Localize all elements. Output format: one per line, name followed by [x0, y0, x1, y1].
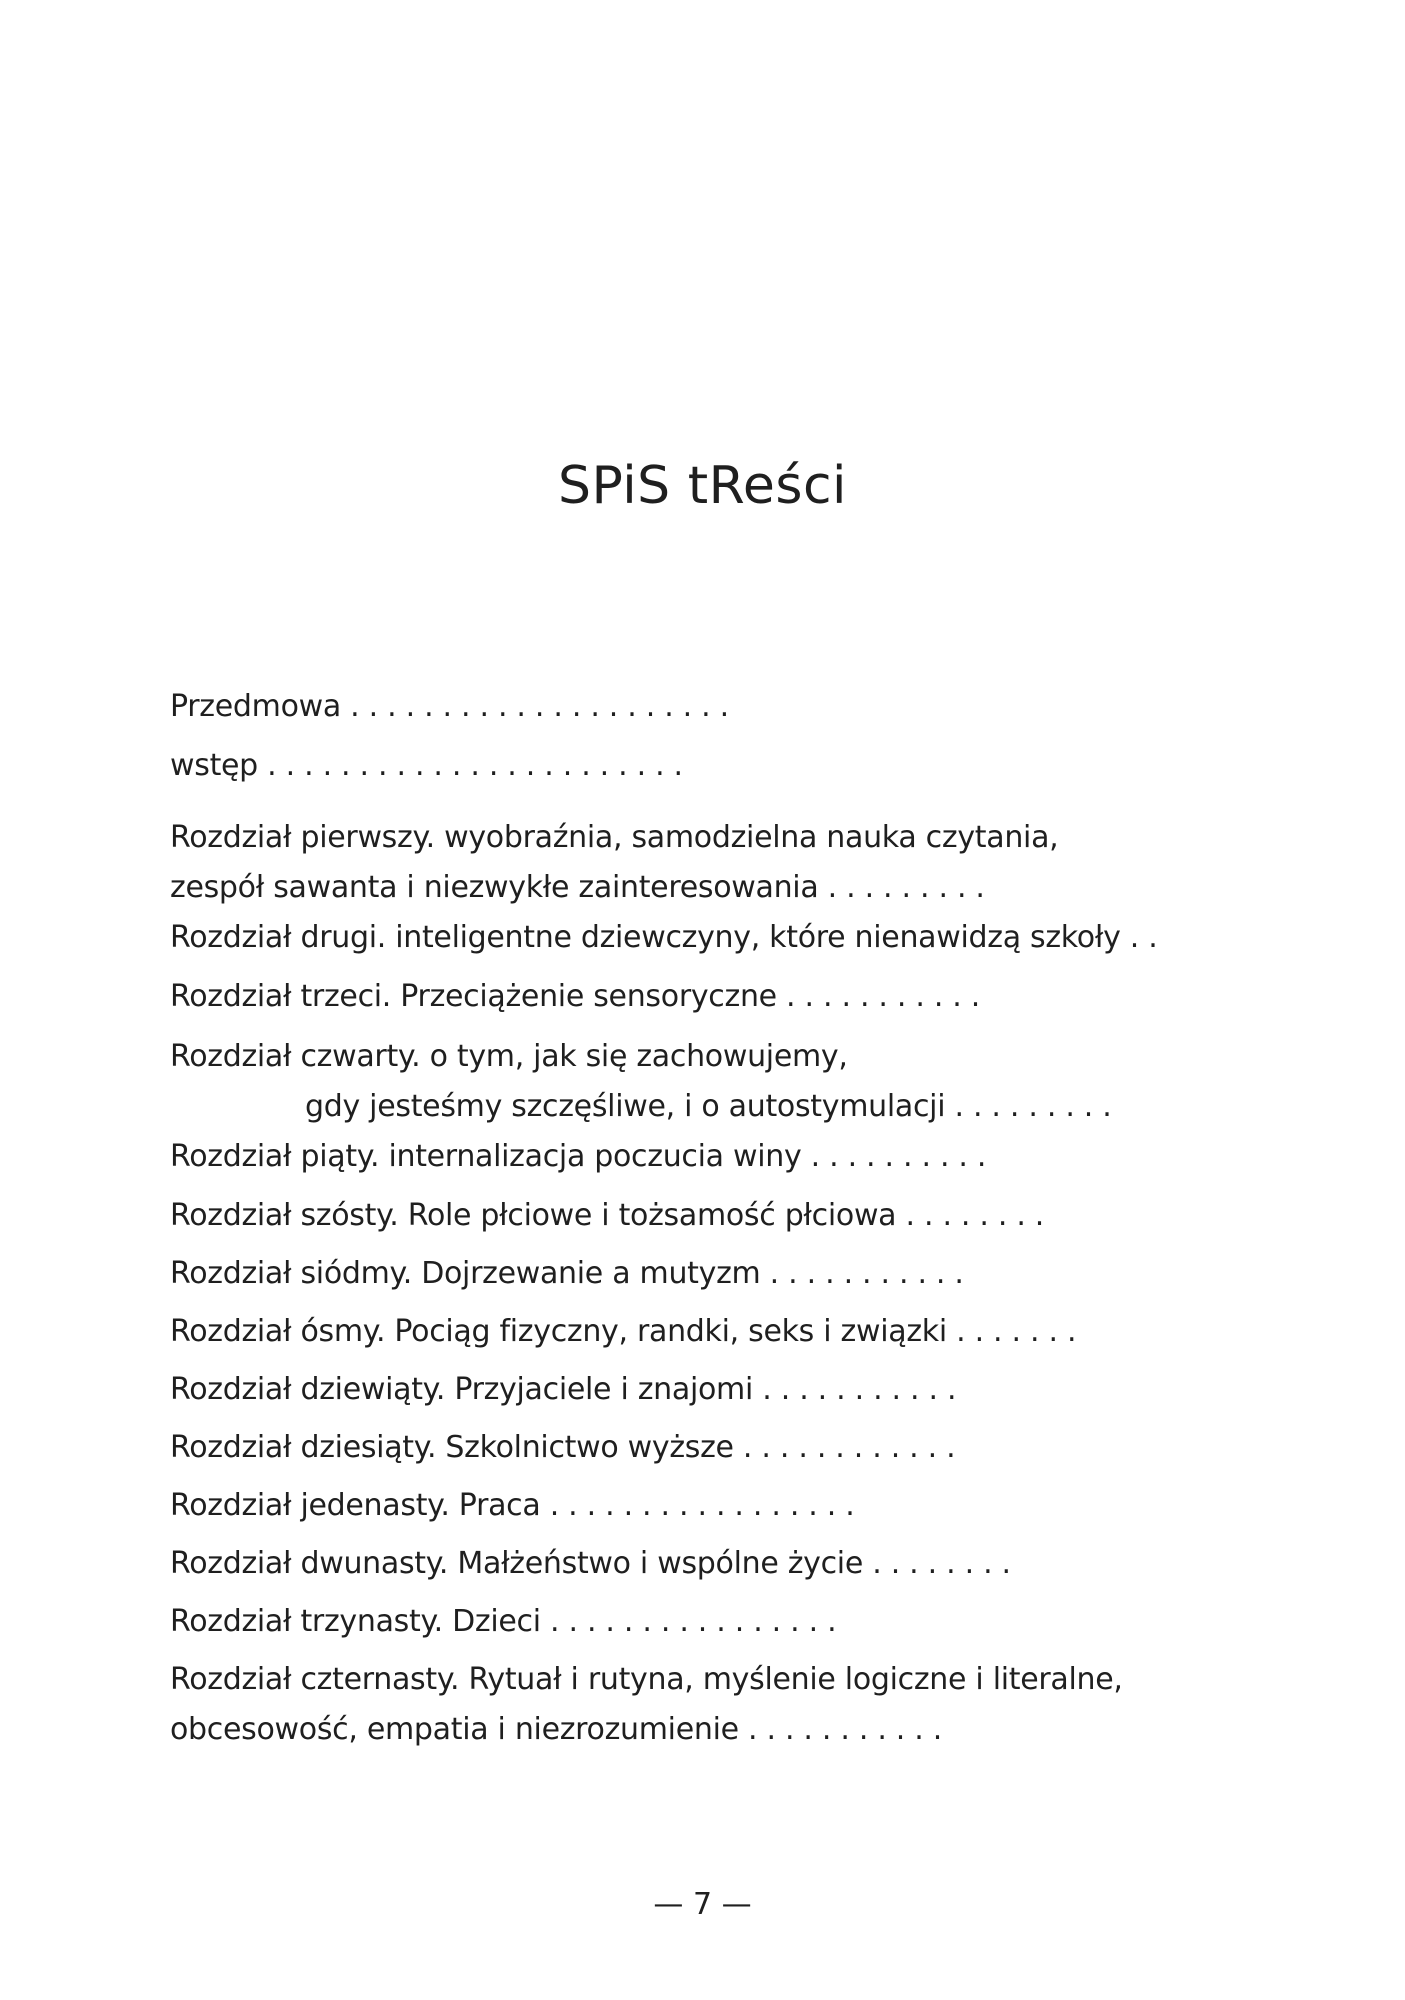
toc-entry-chapter-8: Rozdział ósmy. Pociąg fizyczny, randki, seks i związki . . . . . . . [170, 1314, 1077, 1349]
toc-entry-wstep: wstęp . . . . . . . . . . . . . . . . . . . . . . . [170, 748, 683, 783]
toc-entry-chapter-12: Rozdział dwunasty. Małżeństwo i wspólne życie . . . . . . . . [170, 1546, 1011, 1581]
toc-entry-chapter-5: Rozdział piąty. internalizacja poczucia winy . . . . . . . . . . [170, 1139, 987, 1174]
toc-entry-chapter-7: Rozdział siódmy. Dojrzewanie a mutyzm . . . . . . . . . . . [170, 1256, 964, 1291]
page-number: — 7 — [653, 1887, 752, 1922]
toc-entry-chapter-14-line-1: Rozdział czternasty. Rytuał i rutyna, myślenie logiczne i literalne, [170, 1662, 1123, 1697]
toc-entry-chapter-10: Rozdział dziesiąty. Szkolnictwo wyższe . . . . . . . . . . . . [170, 1430, 956, 1465]
toc-entry-chapter-14-line-2: obcesowość, empatia i niezrozumienie . . . . . . . . . . . [170, 1712, 942, 1747]
page-title: SPiS tReści [557, 456, 847, 516]
toc-entry-chapter-6: Rozdział szósty. Role płciowe i tożsamość płciowa . . . . . . . . [170, 1198, 1045, 1233]
toc-entry-chapter-1-line-2: zespół sawanta i niezwykłe zainteresowania . . . . . . . . . [170, 870, 985, 905]
toc-entry-chapter-13: Rozdział trzynasty. Dzieci . . . . . . . . . . . . . . . . [170, 1604, 837, 1639]
toc-entry-chapter-3: Rozdział trzeci. Przeciążenie sensoryczne . . . . . . . . . . . [170, 979, 981, 1014]
toc-entry-chapter-1-line-1: Rozdział pierwszy. wyobraźnia, samodzielna nauka czytania, [170, 820, 1059, 855]
toc-entry-chapter-4-line-2: gdy jesteśmy szczęśliwe, i o autostymulacji . . . . . . . . . [305, 1089, 1112, 1124]
toc-entry-chapter-9: Rozdział dziewiąty. Przyjaciele i znajomi . . . . . . . . . . . [170, 1372, 957, 1407]
toc-entry-chapter-2: Rozdział drugi. inteligentne dziewczyny, które nienawidzą szkoły . . [170, 920, 1158, 955]
toc-entry-przedmowa: Przedmowa . . . . . . . . . . . . . . . . . . . . . [170, 689, 729, 724]
toc-entry-chapter-11: Rozdział jedenasty. Praca . . . . . . . . . . . . . . . . . [170, 1488, 855, 1523]
toc-entry-chapter-4-line-1: Rozdział czwarty. o tym, jak się zachowujemy, [170, 1039, 848, 1074]
